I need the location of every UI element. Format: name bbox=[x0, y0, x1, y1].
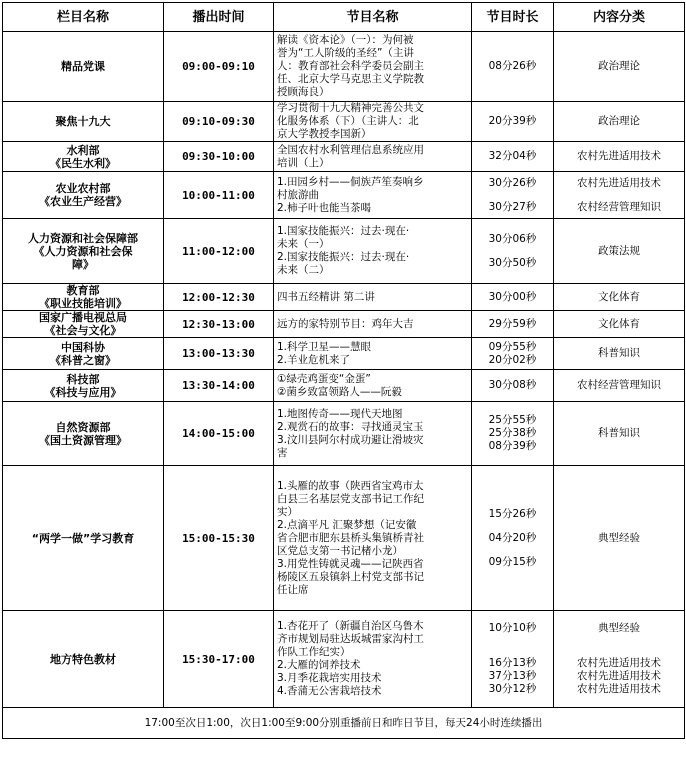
spacer bbox=[557, 190, 681, 201]
program-name-cell-line: 解读《资本论》（一）：为何被 bbox=[277, 34, 414, 46]
column-name-cell bbox=[3, 102, 164, 142]
program-name-cell-line: 远方的家特别节目：鸡年大吉 bbox=[277, 317, 414, 330]
table-row bbox=[3, 311, 685, 338]
column-name-cell-line: 国家广播电视总局 bbox=[39, 311, 127, 324]
duration-cell bbox=[472, 370, 554, 402]
category-cell bbox=[554, 370, 685, 402]
table-row bbox=[3, 402, 685, 466]
program-name-cell-line: 3.汶川县阿尔村成功避让滑坡灾 bbox=[277, 433, 424, 446]
duration-cell-line: 10分10秒 bbox=[488, 622, 537, 634]
program-name-cell-line: 誉为“工人阶级的圣经”（主讲 bbox=[277, 47, 414, 59]
program-name-cell-line: 2.点滴平凡 汇聚梦想（记安徽 bbox=[277, 518, 417, 531]
category-cell bbox=[554, 32, 685, 102]
schedule-table bbox=[2, 2, 685, 739]
duration-cell-line: 30分06秒 bbox=[488, 232, 537, 245]
program-name-cell bbox=[274, 611, 472, 708]
header-row bbox=[3, 3, 685, 32]
duration-cell-line: 20分02秒 bbox=[488, 353, 537, 366]
category-cell-line: 农村经营管理知识 bbox=[577, 200, 661, 213]
program-name-cell-line: 2.羊业危机来了 bbox=[277, 353, 351, 366]
column-name-cell-line: 《科技与应用》 bbox=[44, 385, 122, 399]
table-row bbox=[3, 284, 685, 311]
air-time-cell: 10:00-11:00 bbox=[164, 172, 274, 219]
header-category: 内容分类 bbox=[554, 3, 685, 32]
spacer bbox=[475, 545, 550, 556]
category-cell-line: 农村先进适用技术 bbox=[577, 683, 661, 695]
duration-cell bbox=[472, 402, 554, 466]
column-name-cell bbox=[3, 311, 164, 338]
program-name-cell-line: 未来（一） bbox=[277, 238, 330, 250]
program-name-cell-line: 未来（二） bbox=[277, 264, 330, 276]
category-cell bbox=[554, 611, 685, 708]
program-name-cell-line: 2.国家技能振兴：过去·现在· bbox=[277, 251, 410, 263]
category-cell bbox=[554, 284, 685, 311]
table-row bbox=[3, 611, 685, 708]
column-name-cell-line: 水利部 bbox=[66, 143, 100, 157]
program-name-cell-line: ②菌乡致富领路人——阮毅 bbox=[277, 385, 402, 398]
column-name-cell bbox=[3, 370, 164, 402]
column-name-cell bbox=[3, 338, 164, 370]
program-name-cell-line: 杨陵区五泉镇斜上村党支部书记 bbox=[277, 570, 424, 583]
spacer bbox=[475, 246, 550, 257]
air-time-cell: 12:00-12:30 bbox=[164, 284, 274, 311]
program-name-cell-line: 3.用党性铸就灵魂——记陕西省 bbox=[277, 557, 424, 570]
program-name-cell bbox=[274, 219, 472, 284]
spacer bbox=[557, 635, 681, 646]
duration-cell-line: 37分13秒 bbox=[488, 670, 537, 682]
duration-cell-line: 30分08秒 bbox=[488, 379, 537, 391]
duration-cell bbox=[472, 311, 554, 338]
duration-cell-line: 08分26秒 bbox=[488, 60, 537, 72]
program-name-cell-line: 1.地图传奇——现代天地图 bbox=[277, 407, 403, 420]
program-name-cell-line: 学习贯彻十九大精神完善公共文 bbox=[277, 102, 424, 114]
duration-cell bbox=[472, 611, 554, 708]
column-name-cell-line: 《职业技能培训》 bbox=[39, 297, 127, 310]
duration-cell-line: 09分55秒 bbox=[488, 340, 537, 353]
program-name-cell-line: 2.柿子叶也能当茶喝 bbox=[277, 201, 372, 214]
table-row bbox=[3, 172, 685, 219]
column-name-cell-line: “两学一做”学习教育 bbox=[31, 531, 135, 545]
column-name-cell-line: 《农业生产经营》 bbox=[39, 195, 127, 208]
column-name-cell-line: 聚焦十九大 bbox=[55, 115, 111, 128]
duration-cell-line: 09分15秒 bbox=[488, 555, 537, 568]
category-cell-line: 农村经营管理知识 bbox=[577, 379, 661, 391]
category-cell bbox=[554, 338, 685, 370]
program-name-cell-line: 1.杏花开了（新疆自治区乌鲁木 bbox=[277, 620, 424, 632]
program-name-cell-line: 3.月季花栽培实用技术 bbox=[277, 672, 382, 684]
category-cell-line: 文化体育 bbox=[598, 290, 640, 303]
table-row bbox=[3, 32, 685, 102]
program-name-cell-line: 区党总支第一书记楮小龙） bbox=[277, 544, 403, 557]
table-row bbox=[3, 370, 685, 402]
category-cell-line: 农村先进适用技术 bbox=[577, 150, 661, 162]
program-name-cell-line: 害 bbox=[277, 446, 288, 459]
duration-cell-line: 08分39秒 bbox=[488, 440, 537, 452]
category-cell-line: 科普知识 bbox=[598, 347, 640, 359]
duration-cell bbox=[472, 32, 554, 102]
category-cell-line: 典型经验 bbox=[598, 622, 640, 634]
program-name-cell-line: 任让席 bbox=[277, 583, 309, 596]
category-cell bbox=[554, 142, 685, 172]
program-name-cell bbox=[274, 466, 472, 611]
program-name-cell-line: 省合肥市肥东县桥头集镇桥青社 bbox=[277, 531, 424, 544]
column-name-cell bbox=[3, 284, 164, 311]
program-name-cell-line: 2.观赏石的故事：寻找通灵宝玉 bbox=[277, 420, 424, 433]
program-name-cell-line: 化服务体系（下）（主讲人：北 bbox=[277, 115, 419, 127]
program-name-cell-line: 1.田园乡村——侗族芦笙奏响乡 bbox=[277, 175, 424, 188]
program-name-cell-line: 村旅游曲 bbox=[277, 188, 319, 201]
footer-row bbox=[3, 708, 685, 739]
column-name-cell bbox=[3, 466, 164, 611]
table-row bbox=[3, 102, 685, 142]
air-time-cell: 09:10-09:30 bbox=[164, 102, 274, 142]
header-duration: 节目时长 bbox=[472, 3, 554, 32]
program-name-cell-line: 白县三名基层党支部书记工作纪 bbox=[277, 492, 424, 505]
column-name-cell bbox=[3, 142, 164, 172]
table-row bbox=[3, 338, 685, 370]
duration-cell bbox=[472, 284, 554, 311]
program-name-cell-line: 授顾海良） bbox=[277, 86, 330, 98]
column-name-cell-line: 《民生水利》 bbox=[50, 156, 116, 170]
header-column-name: 栏目名称 bbox=[3, 3, 164, 32]
duration-cell-line: 30分27秒 bbox=[488, 200, 537, 213]
duration-cell bbox=[472, 142, 554, 172]
column-name-cell-line: 地方特色教材 bbox=[50, 652, 116, 666]
program-name-cell-line: 作队工作纪实） bbox=[277, 646, 351, 658]
duration-cell bbox=[472, 219, 554, 284]
air-time-cell: 13:00-13:30 bbox=[164, 338, 274, 370]
program-name-cell bbox=[274, 172, 472, 219]
program-name-cell-line: 4.香蒲无公害栽培技术 bbox=[277, 685, 382, 697]
spacer bbox=[557, 646, 681, 657]
duration-cell bbox=[472, 172, 554, 219]
category-cell-line: 政治理论 bbox=[598, 115, 640, 127]
category-cell bbox=[554, 219, 685, 284]
program-name-cell bbox=[274, 370, 472, 402]
program-name-cell bbox=[274, 311, 472, 338]
column-name-cell-line: 中国科协 bbox=[61, 340, 105, 354]
column-name-cell-line: 教育部 bbox=[66, 284, 100, 297]
category-cell-line: 农村先进适用技术 bbox=[577, 670, 661, 682]
column-name-cell-line: 《科普之窗》 bbox=[50, 353, 116, 367]
program-name-cell-line: 培训（上） bbox=[277, 156, 330, 169]
duration-cell-line: 30分50秒 bbox=[488, 256, 537, 269]
category-cell bbox=[554, 311, 685, 338]
air-time-cell: 15:30-17:00 bbox=[164, 611, 274, 708]
program-name-cell bbox=[274, 102, 472, 142]
air-time-cell: 15:00-15:30 bbox=[164, 466, 274, 611]
column-name-cell-line: 人力资源和社会保障部 bbox=[28, 231, 138, 245]
duration-cell-line: 04分20秒 bbox=[488, 531, 537, 544]
program-name-cell-line: ①绿壳鸡蛋变“金蛋” bbox=[277, 372, 371, 385]
header-air-time: 播出时间 bbox=[164, 3, 274, 32]
category-cell bbox=[554, 172, 685, 219]
column-name-cell bbox=[3, 172, 164, 219]
duration-cell-line: 30分26秒 bbox=[488, 176, 537, 189]
duration-cell-line: 25分38秒 bbox=[488, 427, 537, 439]
column-name-cell-line: 农业农村部 bbox=[55, 182, 111, 195]
duration-cell-line: 25分55秒 bbox=[488, 414, 537, 426]
column-name-cell-line: 精品党课 bbox=[61, 60, 105, 73]
duration-cell-line: 30分00秒 bbox=[488, 290, 537, 303]
category-cell-line: 农村先进适用技术 bbox=[577, 657, 661, 669]
program-name-cell bbox=[274, 402, 472, 466]
duration-cell-line: 15分26秒 bbox=[488, 507, 537, 520]
category-cell bbox=[554, 102, 685, 142]
column-name-cell bbox=[3, 611, 164, 708]
category-cell-line: 政策法规 bbox=[598, 244, 640, 257]
program-name-cell-line: 全国农村水利管理信息系统应用 bbox=[277, 143, 424, 156]
column-name-cell-line: 自然资源部 bbox=[55, 420, 111, 434]
column-name-cell-line: 《国土资源管理》 bbox=[39, 433, 127, 447]
program-name-cell-line: 1.头雁的故事（陕西省宝鸡市太 bbox=[277, 479, 424, 492]
program-name-cell-line: 任、北京大学马克思主义学院教 bbox=[277, 73, 424, 85]
column-name-cell-line: 障》 bbox=[72, 257, 94, 271]
table-row bbox=[3, 219, 685, 284]
air-time-cell: 09:00-09:10 bbox=[164, 32, 274, 102]
category-cell-line: 典型经验 bbox=[598, 531, 640, 544]
category-cell-line: 政治理论 bbox=[598, 60, 640, 72]
spacer bbox=[475, 190, 550, 201]
air-time-cell: 12:30-13:00 bbox=[164, 311, 274, 338]
spacer bbox=[475, 646, 550, 657]
air-time-cell: 09:30-10:00 bbox=[164, 142, 274, 172]
duration-cell-line: 32分04秒 bbox=[488, 150, 537, 162]
column-name-cell-line: 《社会与文化》 bbox=[44, 324, 122, 337]
program-name-cell-line: 实） bbox=[277, 505, 298, 518]
column-name-cell bbox=[3, 219, 164, 284]
program-name-cell-line: 京大学教授李国新） bbox=[277, 128, 372, 140]
duration-cell-line: 30分12秒 bbox=[488, 683, 537, 695]
rebroadcast-note: 17:00至次日1:00，次日1:00至9:00分别重播前日和昨日节目，每天24小时连续播出 bbox=[3, 708, 685, 739]
air-time-cell: 11:00-12:00 bbox=[164, 219, 274, 284]
program-name-cell-line: 2.大雁的饲养技术 bbox=[277, 659, 361, 671]
column-name-cell-line: 科技部 bbox=[66, 372, 100, 386]
program-name-cell-line: 四书五经精讲 第二讲 bbox=[277, 290, 375, 303]
duration-cell-line: 16分13秒 bbox=[488, 657, 537, 669]
program-name-cell-line: 1.科学卫星——慧眼 bbox=[277, 340, 372, 353]
column-name-cell bbox=[3, 402, 164, 466]
program-name-cell-line: 齐市规划局驻达坂城雷家沟村工 bbox=[277, 633, 424, 645]
program-name-cell bbox=[274, 284, 472, 311]
program-name-cell bbox=[274, 142, 472, 172]
header-program-name: 节目名称 bbox=[274, 3, 472, 32]
table-row bbox=[3, 142, 685, 172]
spacer bbox=[475, 635, 550, 646]
duration-cell-line: 29分59秒 bbox=[488, 317, 537, 330]
duration-cell bbox=[472, 102, 554, 142]
category-cell-line: 科普知识 bbox=[598, 427, 640, 439]
column-name-cell-line: 《人力资源和社会保 bbox=[33, 244, 133, 258]
program-name-cell bbox=[274, 32, 472, 102]
program-name-cell-line: 人：教育部社会科学委员会副主 bbox=[277, 60, 424, 72]
category-cell-line: 农村先进适用技术 bbox=[577, 176, 661, 189]
spacer bbox=[475, 521, 550, 532]
category-cell bbox=[554, 402, 685, 466]
table-row bbox=[3, 466, 685, 611]
column-name-cell bbox=[3, 32, 164, 102]
air-time-cell: 13:30-14:00 bbox=[164, 370, 274, 402]
category-cell bbox=[554, 466, 685, 611]
category-cell-line: 文化体育 bbox=[598, 317, 640, 330]
program-name-cell-line: 1.国家技能振兴：过去·现在· bbox=[277, 225, 410, 237]
program-name-cell bbox=[274, 338, 472, 370]
air-time-cell: 14:00-15:00 bbox=[164, 402, 274, 466]
duration-cell-line: 20分39秒 bbox=[488, 115, 537, 127]
duration-cell bbox=[472, 338, 554, 370]
duration-cell bbox=[472, 466, 554, 611]
